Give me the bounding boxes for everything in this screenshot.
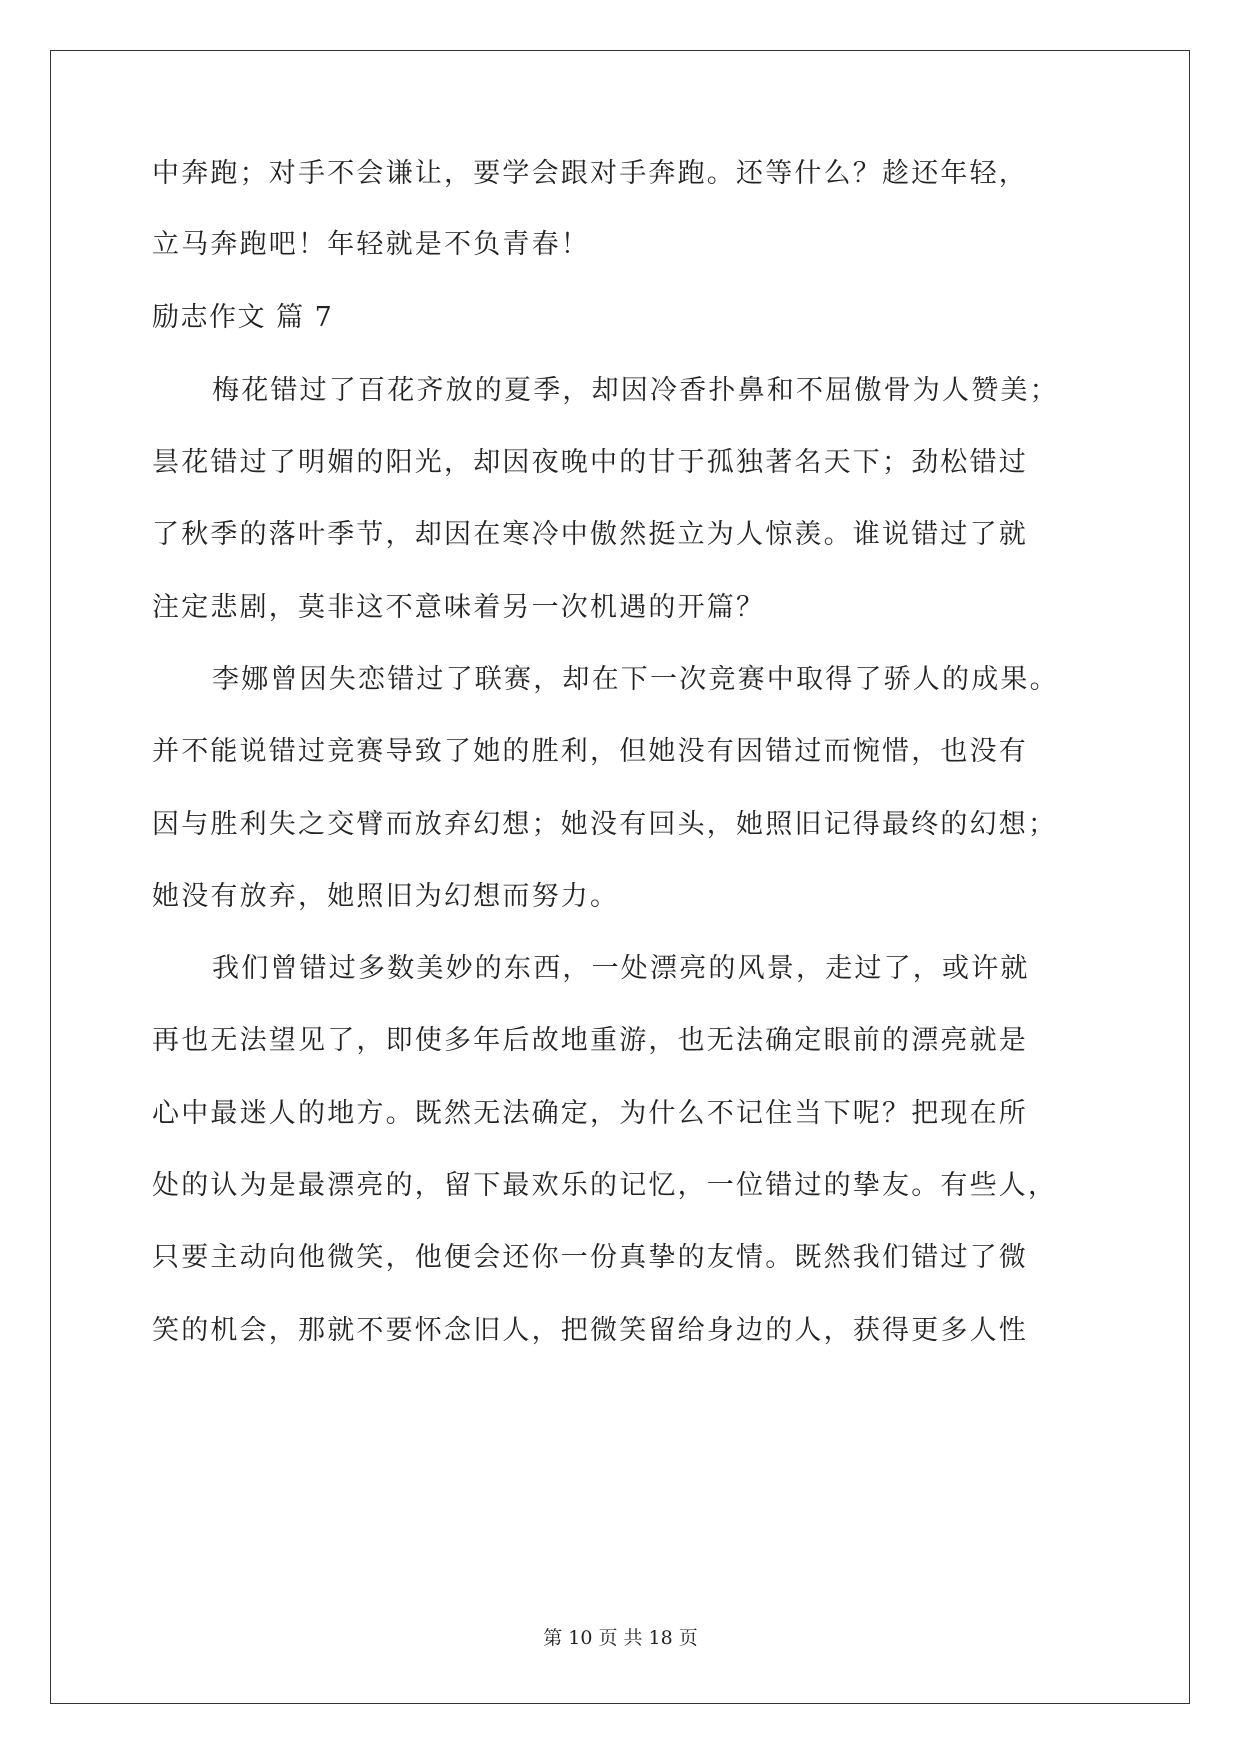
paragraph-line: 我们曾错过多数美妙的东西，一处漂亮的风景，走过了，或许就: [212, 953, 1030, 984]
paragraph-line: 笑的机会，那就不要怀念旧人，把微笑留给身边的人，获得更多人性: [152, 1315, 1028, 1346]
paragraph-line: 心中最迷人的地方。既然无法确定，为什么不记住当下呢？把现在所: [152, 1098, 1028, 1129]
paragraph-line: 因与胜利失之交臂而放弃幻想；她没有回头，她照旧记得最终的幻想；: [152, 809, 1058, 840]
paragraph-line: 了秋季的落叶季节，却因在寒冷中傲然挺立为人惊羡。谁说错过了就: [152, 519, 1028, 550]
paragraph-line: 只要主动向他微笑，他便会还你一份真挚的友情。既然我们错过了微: [152, 1242, 1028, 1273]
paragraph-line: 李娜曾因失恋错过了联赛，却在下一次竞赛中取得了骄人的成果。: [212, 664, 1059, 695]
section-heading: 励志作文 篇 7: [152, 302, 334, 333]
paragraph-line: 梅花错过了百花齐放的夏季，却因冷香扑鼻和不屈傲骨为人赞美；: [212, 375, 1059, 406]
page-border: [50, 50, 1190, 1704]
body-line: 立马奔跑吧！年轻就是不负青春！: [152, 229, 590, 260]
paragraph-line: 处的认为是最漂亮的，留下最欢乐的记忆，一位错过的挚友。有些人，: [152, 1170, 1058, 1201]
paragraph-line: 她没有放弃，她照旧为幻想而努力。: [152, 881, 620, 912]
paragraph-line: 再也无法望见了，即使多年后故地重游，也无法确定眼前的漂亮就是: [152, 1025, 1028, 1056]
body-line: 中奔跑；对手不会谦让，要学会跟对手奔跑。还等什么？趁还年轻，: [152, 158, 1028, 189]
paragraph-line: 昙花错过了明媚的阳光，却因夜晚中的甘于孤独著名天下；劲松错过: [152, 447, 1028, 478]
page-number-footer: 第 10 页 共 18 页: [543, 1627, 698, 1649]
paragraph-line: 注定悲剧，莫非这不意味着另一次机遇的开篇？: [152, 592, 766, 623]
paragraph-line: 并不能说错过竞赛导致了她的胜利，但她没有因错过而惋惜，也没有: [152, 736, 1028, 767]
